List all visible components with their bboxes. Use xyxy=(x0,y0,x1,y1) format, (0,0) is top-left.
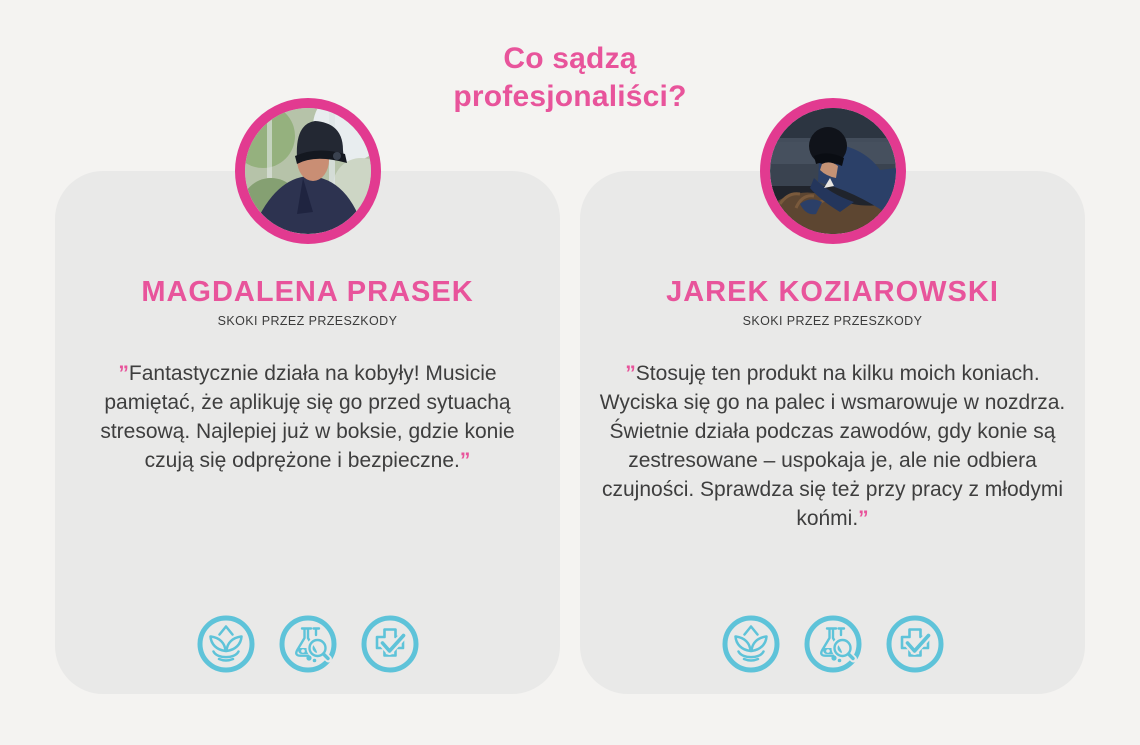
quote-text: Stosuję ten produkt na kilku moich koniach. Wyciska się go na palec i wsmarowuje w nozdrza. Świetnie działa podczas zawodów, gdy konie są zestresowane – uspokaja je, ale nie odbiera czujności. Sprawdza się też przy pracy z młodymi końmi. xyxy=(599,362,1066,530)
feature-badges xyxy=(580,614,1085,674)
quote-text: Fantastycznie działa na kobyły! Musicie pamiętać, że aplikuję się go przed sytuachą stresową. Najlepiej już w boksie, gdzie konie czują się odprężone i bezpieczne. xyxy=(100,362,515,472)
female-rider-photo-illustration xyxy=(245,108,371,234)
feature-badges xyxy=(55,614,560,674)
male-rider-photo-illustration xyxy=(770,108,896,234)
testimonial-quote xyxy=(73,359,542,475)
person-role: SKOKI PRZEZ PRZESZKODY xyxy=(217,314,398,328)
person-role: SKOKI PRZEZ PRZESZKODY xyxy=(742,314,923,328)
person-name: JAREK KOZIAROWSKI xyxy=(666,276,999,308)
avatar xyxy=(235,98,381,244)
avatar xyxy=(760,98,906,244)
natural-leaf-icon xyxy=(196,614,256,674)
close-quote-mark: ” xyxy=(858,507,869,530)
open-quote-mark: ” xyxy=(118,362,129,385)
testimonial-card-jarek xyxy=(580,171,1085,694)
lab-tested-flask-magnifier-icon xyxy=(803,614,863,674)
natural-leaf-icon xyxy=(721,614,781,674)
page-title: Co sądzą profesjonaliści? xyxy=(453,42,687,113)
lab-tested-flask-magnifier-icon xyxy=(278,614,338,674)
close-quote-mark: ” xyxy=(459,449,471,472)
testimonial-card-magdalena xyxy=(55,171,560,694)
testimonial-quote xyxy=(598,359,1067,533)
vet-approved-cross-check-icon xyxy=(885,614,945,674)
vet-approved-cross-check-icon xyxy=(360,614,420,674)
person-name: MAGDALENA PRASEK xyxy=(141,276,474,308)
open-quote-mark: ” xyxy=(625,362,636,385)
